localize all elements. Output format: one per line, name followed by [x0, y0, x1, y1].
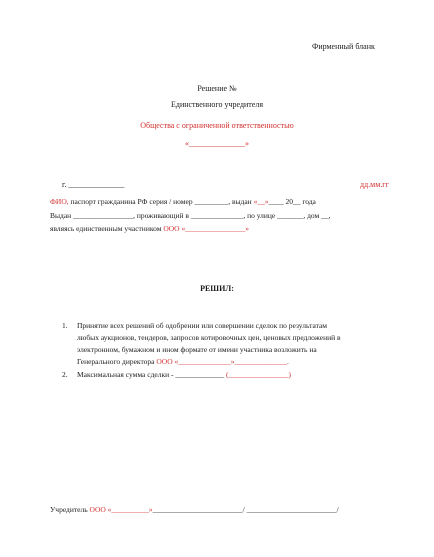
signature-label: Учредитель [50, 505, 88, 514]
city-blank: ______________ [68, 180, 125, 189]
max-amount-words: (________________) [226, 370, 291, 379]
date-placeholder: дд.мм.гг [360, 180, 389, 189]
passport-text: паспорт гражданина РФ серия / номер _________, выдан [70, 197, 252, 206]
letterhead-label: Фирменный бланк [312, 42, 375, 51]
item-1-line-2: любых аукционов, тендеров, запросов котировочных цен, ценовых предложений в [77, 333, 341, 342]
company-name-field: «______________» [185, 139, 249, 148]
city-line [62, 179, 124, 190]
fio-placeholder: ФИО, [50, 197, 69, 206]
body-line-3 [50, 224, 249, 234]
member-company: ООО «________________» [163, 224, 249, 233]
issue-year-word: года [302, 197, 316, 206]
item-2-number: 2. [62, 370, 68, 379]
item-1-number: 1. [62, 321, 68, 330]
sole-member-text: являясь единственным участником [50, 224, 162, 233]
issue-month-year: ____ 20__ [268, 197, 301, 206]
body-line-1 [50, 197, 316, 207]
item-1-line-1: Принятие всех решений об одобрении или совершении сделок по результатам [77, 321, 328, 330]
document-subtitle: Единственного учредителя [170, 100, 264, 109]
signature-line [50, 505, 339, 515]
document-title: Решение № [197, 84, 237, 93]
signature-company: ООО «__________» [89, 505, 153, 514]
item-2-line [77, 370, 291, 380]
director-company: ООО «______________»______________. [156, 357, 289, 366]
item-1-line-4 [77, 357, 289, 367]
company-type: Общества с ограниченной ответственностью [140, 121, 294, 130]
max-amount-text: Максимальная сумма сделки - _____________ [77, 370, 225, 379]
decision-heading: РЕШИЛ: [200, 284, 234, 293]
signature-blanks: ________________________/ ________________________/ [152, 505, 339, 514]
city-label: г. [62, 180, 67, 189]
body-line-2: Выдан ________________, проживающий в ______________, по улице _______, дом __, [50, 211, 331, 220]
issue-day: «__» [253, 197, 269, 206]
item-1-line-3: электронном, бумажном и ином формате от имени участника возложить на [77, 345, 317, 354]
general-director-text: Генерального директора [77, 357, 155, 366]
